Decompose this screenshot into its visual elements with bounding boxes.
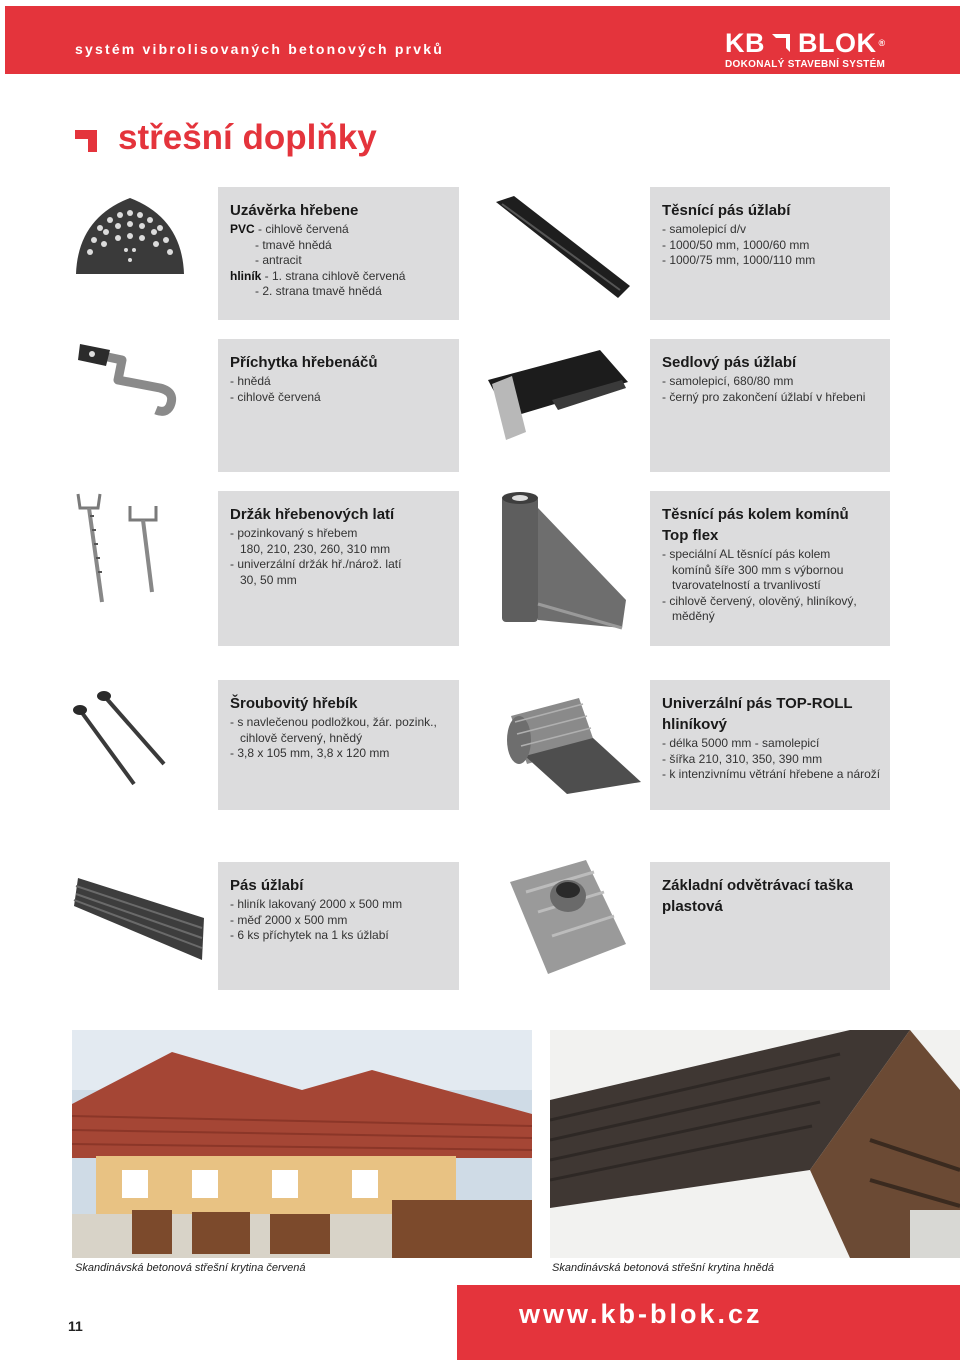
product-spec-line: - měď 2000 x 500 mm <box>230 912 348 927</box>
spec-text: - 1. strana cihlově červená <box>261 268 406 283</box>
product-title: Držák hřebenových latí <box>230 506 395 523</box>
product-spec-line: - samolepicí d/v <box>662 222 747 236</box>
chimney-seal-roll-image <box>490 488 635 638</box>
product-title: Šroubovitý hřebík <box>230 695 358 712</box>
material-label: hliník <box>230 268 262 283</box>
product-spec-line: - hnědá <box>230 374 271 388</box>
product-title: Pás úžlabí <box>230 877 304 894</box>
product-spec-line: tvarovatelností a trvanlivostí <box>672 578 821 592</box>
product-spec-line: 30, 50 mm <box>240 572 297 587</box>
product-spec-line <box>230 253 453 269</box>
valley-seal-strip-image <box>490 190 635 305</box>
product-title: plastová <box>662 898 723 915</box>
product-spec-line: - univerzální držák hř./nárož. latí <box>230 557 402 571</box>
spec-text: - antracit <box>255 253 302 267</box>
product-spec-line: cihlově červený, hnědý <box>240 730 363 745</box>
product-card-screw-nail <box>218 680 459 810</box>
product-spec-line: - 3,8 x 105 mm, 3,8 x 120 mm <box>230 746 390 760</box>
screw-nail-image <box>70 680 170 790</box>
photo-caption-right: Skandinávská betonová střešní krytina hnědá <box>552 1262 774 1274</box>
product-spec-line: 180, 210, 230, 260, 310 mm <box>240 541 391 556</box>
page-title: střešní doplňky <box>118 118 377 157</box>
product-spec-line <box>230 284 453 300</box>
product-card-ventilation-tile <box>650 862 890 990</box>
product-spec-line: - 1000/50 mm, 1000/60 mm <box>662 237 810 252</box>
product-card-batten-holder <box>218 491 459 646</box>
product-card-ridge-closure <box>218 187 459 320</box>
spec-text: - 2. strana tmavě hnědá <box>255 284 382 298</box>
product-spec-line: - délka 5000 mm - samolepicí <box>662 736 820 750</box>
product-spec-line: - 1000/75 mm, 1000/110 mm <box>662 253 816 267</box>
product-title: Základní odvětrávací taška <box>662 877 853 894</box>
product-spec-line: - s navlečenou podložkou, žár. pozink., <box>230 715 437 729</box>
spec-text: - tmavě hnědá <box>255 237 332 252</box>
product-title: Sedlový pás úžlabí <box>662 354 797 371</box>
product-title: Těsnící pás kolem komínů <box>662 506 849 523</box>
product-card-chimney-seal <box>650 491 890 646</box>
material-label: PVC <box>230 222 255 236</box>
product-spec-line: - šířka 210, 310, 350, 390 mm <box>662 751 823 766</box>
spec-text: - cihlově červená <box>254 222 349 236</box>
product-spec-line: - samolepicí, 680/80 mm <box>662 374 794 388</box>
brand-mark-icon <box>772 34 790 52</box>
house-photo-brown-roof <box>550 1030 960 1258</box>
product-spec-line: - hliník lakovaný 2000 x 500 mm <box>230 897 403 911</box>
banner-tagline: systém vibrolisovaných betonových prvků <box>75 41 445 57</box>
ventilation-tile-image <box>490 852 640 982</box>
brand-name-right: BLOK <box>798 28 877 58</box>
top-roll-image <box>495 692 645 797</box>
product-spec-line: - cihlově červená <box>230 389 321 404</box>
product-spec-line: - cihlově červený, olověný, hliníkový, <box>662 593 857 608</box>
product-card-top-roll <box>650 680 890 810</box>
product-spec-line: - 6 ks příchytek na 1 ks úžlabí <box>230 928 389 942</box>
product-spec-line <box>230 269 453 285</box>
website-link[interactable]: www.kb-blok.cz <box>519 1299 763 1329</box>
product-spec-line: měděný <box>672 609 715 623</box>
page-number: 11 <box>68 1318 83 1334</box>
saddle-valley-strip-image <box>482 340 632 452</box>
ridge-clip-image <box>70 330 188 430</box>
product-spec-line: - k intenzivnímu větrání hřebene a nároží <box>662 767 881 781</box>
product-spec-line: komínů šíře 300 mm s výbornou <box>672 562 844 577</box>
product-spec-line <box>230 238 453 254</box>
product-card-valley-sheet <box>218 862 459 990</box>
product-spec-line: - černý pro zakončení úžlabí v hřebeni <box>662 389 866 404</box>
product-card-ridge-clip <box>218 339 459 472</box>
photo-caption-left: Skandinávská betonová střešní krytina červená <box>75 1262 306 1274</box>
bottom-banner <box>457 1285 960 1360</box>
product-title: Těsnící pás úžlabí <box>662 202 791 219</box>
product-spec-line <box>230 222 453 238</box>
ridge-batten-holder-image <box>70 486 188 610</box>
product-title: Uzávěrka hřebene <box>230 202 359 219</box>
product-card-saddle-valley <box>650 339 890 472</box>
product-spec-line: - pozinkovaný s hřebem <box>230 526 358 540</box>
product-title: hliníkový <box>662 716 728 733</box>
ridge-closure-image <box>70 188 190 284</box>
product-title: Příchytka hřebenáčů <box>230 354 378 371</box>
product-title: Top flex <box>662 527 719 544</box>
brand-logo <box>725 30 886 70</box>
title-corner-icon <box>75 130 97 152</box>
top-banner <box>5 6 960 74</box>
brand-name-left: KB <box>725 28 765 58</box>
brand-claim: DOKONALÝ STAVEBNÍ SYSTÉM <box>725 59 886 70</box>
product-title: Univerzální pás TOP-ROLL <box>662 695 853 712</box>
product-spec-line: - speciální AL těsnící pás kolem <box>662 547 831 561</box>
registered-mark: ® <box>878 38 886 48</box>
product-card-valley-seal <box>650 187 890 320</box>
house-photo-red-roof <box>72 1030 532 1258</box>
valley-sheet-image <box>70 870 210 964</box>
